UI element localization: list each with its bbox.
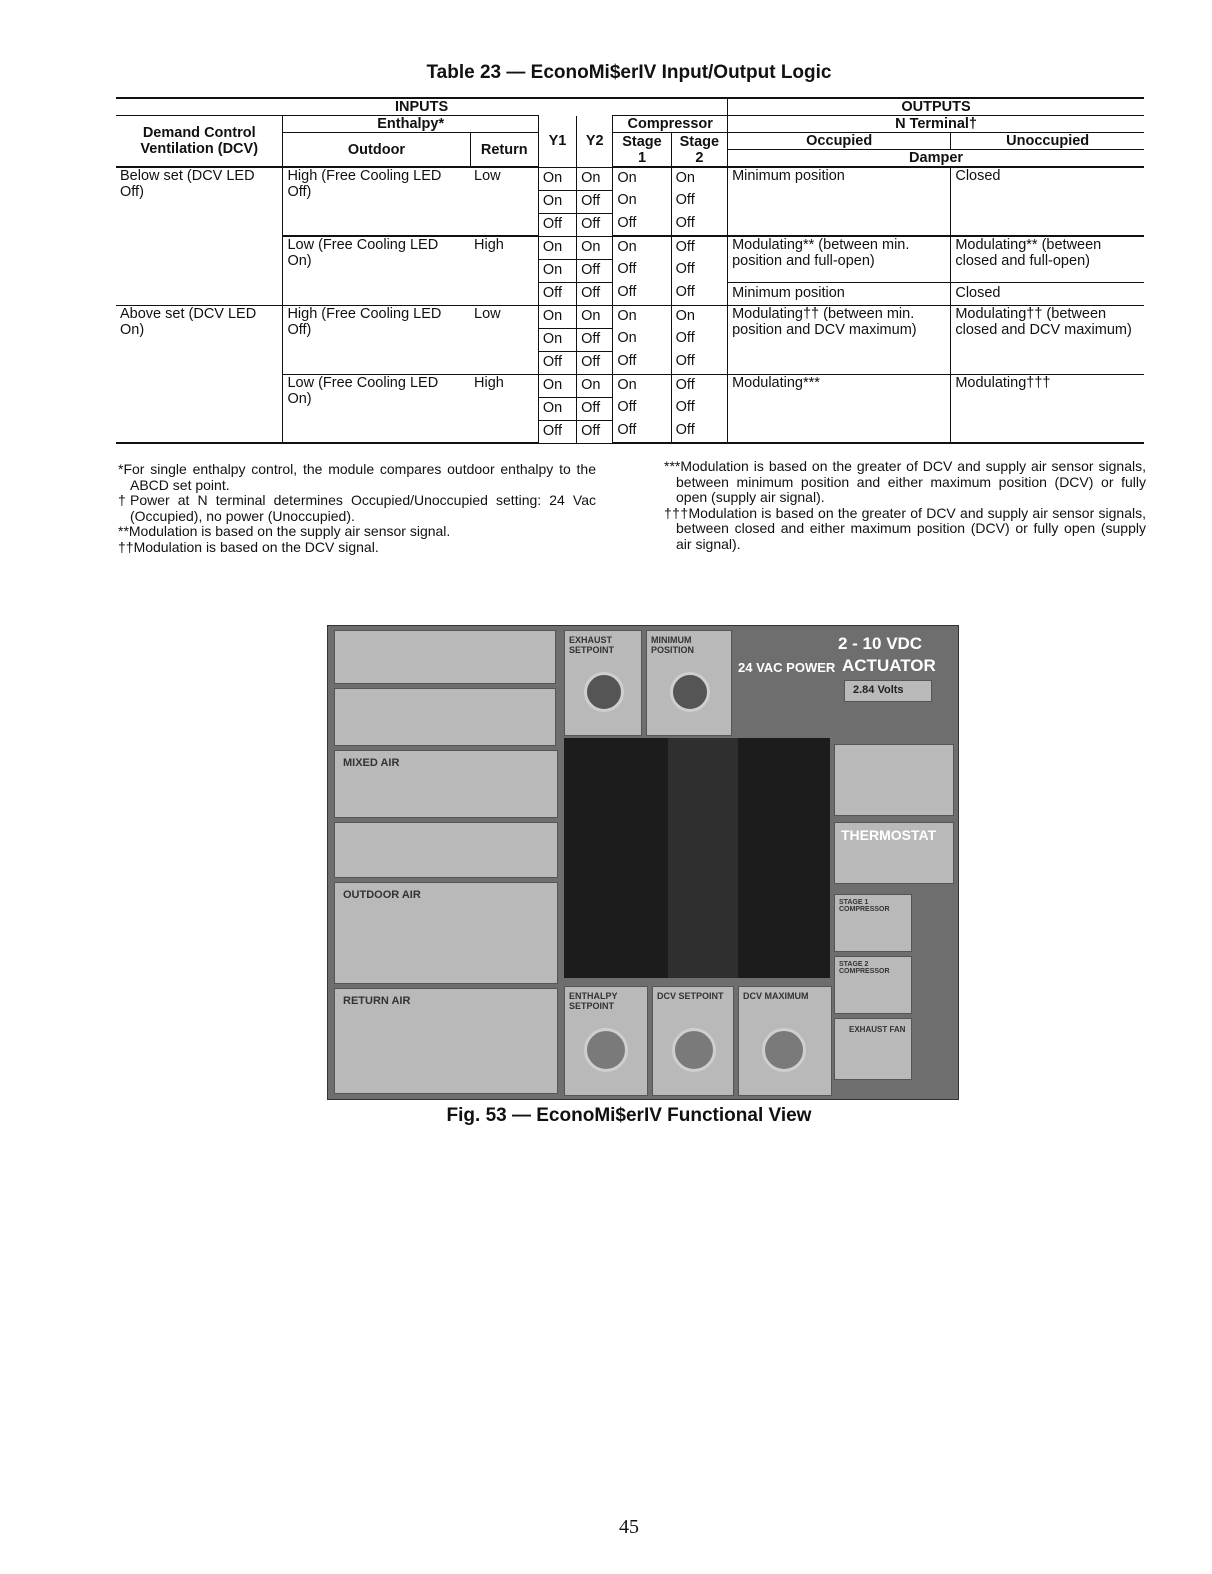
y1-cell: On	[538, 374, 576, 397]
io-logic-table	[116, 97, 1144, 444]
header-outdoor: Outdoor	[283, 133, 470, 168]
actuator-line2: ACTUATOR	[842, 656, 936, 675]
mixed-air-label: MIXED AIR	[343, 757, 400, 769]
y2-cell: Off	[577, 397, 613, 420]
return-cell: Low	[470, 167, 538, 236]
stage2-panel	[834, 956, 912, 1014]
stage1-cell: Off	[613, 420, 671, 443]
outdoor-cell: High (Free Cooling LED Off)	[283, 305, 470, 374]
actuator-volts: 2.84 Volts	[853, 684, 904, 696]
occupied-cell: Modulating***	[728, 374, 951, 443]
return-cell: High	[470, 236, 538, 305]
y1-cell: Off	[538, 213, 576, 236]
footnote: *For single enthalpy control, the module compares outdoor enthalpy to the ABCD set point.	[118, 461, 596, 493]
unoccupied-cell: Closed	[951, 282, 1144, 305]
unoccupied-cell: Modulating†† (between closed and DCV maximum)	[951, 305, 1144, 374]
y2-cell: On	[577, 305, 613, 328]
figure-caption: Fig. 53 — EconoMi$erIV Functional View	[446, 1105, 812, 1126]
y2-cell: Off	[577, 213, 613, 236]
header-compressor: Compressor	[613, 116, 728, 133]
y2-cell: On	[577, 167, 613, 190]
y2-cell: Off	[577, 282, 613, 305]
table-row	[116, 167, 1144, 190]
header-inputs: INPUTS	[116, 98, 728, 116]
y1-cell: On	[538, 236, 576, 259]
header-outputs: OUTPUTS	[728, 98, 1144, 116]
enthalpy-knob	[584, 1028, 628, 1072]
return-air-label: RETURN AIR	[343, 995, 411, 1007]
exhaust-fan-label: EXHAUST FAN	[849, 1025, 906, 1034]
stage2-cell: Off	[675, 215, 695, 231]
outdoor-cell: Low (Free Cooling LED On)	[283, 374, 470, 443]
y2-cell: On	[577, 236, 613, 259]
power-label: 24 VAC POWER	[738, 660, 836, 675]
stage1-panel	[834, 894, 912, 952]
dcv-maximum-knob	[762, 1028, 806, 1072]
stage1-cell: On	[613, 190, 671, 213]
stage1-cell: Off	[613, 259, 671, 282]
y1-cell: On	[538, 305, 576, 328]
y2-cell: Off	[577, 420, 613, 443]
dcv-maximum-label: DCV MAXIMUM	[743, 991, 809, 1001]
y1-cell: On	[538, 190, 576, 213]
panel	[334, 630, 556, 684]
y1-cell: On	[538, 328, 576, 351]
footnote: ***Modulation is based on the greater of DCV and supply air sensor signals, between minimum position and either maximum position (DCV) or fully open (supply air signal).	[664, 458, 1146, 505]
mode-panel	[834, 744, 954, 816]
footnote: **Modulation is based on the supply air sensor signal.	[118, 523, 451, 539]
y2-cell: Off	[577, 190, 613, 213]
y1-cell: On	[538, 397, 576, 420]
unoccupied-cell: Modulating†††	[951, 374, 1144, 443]
return-cell: High	[470, 374, 538, 443]
stage2-cell: On	[671, 167, 727, 190]
economizer-functional-view-image	[327, 625, 959, 1100]
enthalpy-setpoint-label: ENTHALPY SETPOINT	[569, 991, 618, 1011]
exhaust-fan-panel	[834, 1018, 912, 1080]
minimum-position-label: MINIMUM POSITION	[651, 635, 695, 655]
stage2-cell: Off	[671, 420, 727, 443]
exhaust-setpoint-label: EXHAUST SETPOINT	[569, 635, 615, 655]
unoccupied-cell: Modulating** (between closed and full-open)	[951, 236, 1144, 282]
header-unoccupied: Unoccupied	[951, 133, 1144, 150]
y2-cell: Off	[577, 351, 613, 374]
stage2-cell: Off	[671, 374, 727, 397]
header-dcv: Demand Control Ventilation (DCV)	[116, 116, 283, 168]
footnote: ††Modulation is based on the DCV signal.	[118, 538, 379, 555]
y1-cell: Off	[538, 351, 576, 374]
thermostat-panel	[834, 822, 954, 884]
stage2-cell: Off	[675, 261, 695, 277]
header-enthalpy: Enthalpy*	[283, 116, 538, 133]
stage1-cell: On	[613, 236, 671, 259]
stage2-cell: Off	[675, 353, 695, 369]
header-y1: Y1	[538, 116, 576, 168]
y1-cell: On	[538, 259, 576, 282]
page-number: 45	[619, 1516, 639, 1538]
header-occupied: Occupied	[728, 133, 951, 150]
stage2-cell: Off	[675, 399, 695, 415]
dcv-setpoint-label: DCV SETPOINT	[657, 991, 724, 1001]
stage2-cell: Off	[675, 284, 695, 300]
stage1-cell: On	[613, 167, 671, 190]
y2-cell: Off	[577, 259, 613, 282]
stage1-cell: Off	[613, 397, 671, 420]
footnotes-right	[664, 459, 1146, 552]
outdoor-cell: Low (Free Cooling LED On)	[283, 236, 470, 305]
header-stage1: Stage 1	[613, 133, 671, 168]
table-row	[116, 305, 1144, 328]
occupied-cell: Minimum position	[728, 167, 951, 236]
outdoor-air-label: OUTDOOR AIR	[343, 889, 421, 901]
stage1-cell: Off	[613, 213, 671, 236]
dcv-cell: Below set (DCV LED Off)	[116, 167, 283, 305]
minimum-position-knob	[670, 672, 710, 712]
header-stage2: Stage 2	[671, 133, 727, 168]
return-cell: Low	[470, 305, 538, 374]
occupied-cell: Modulating†† (between min. position and DCV maximum)	[728, 305, 951, 374]
header-damper: Damper	[728, 150, 1144, 168]
stage2-cell: Off	[671, 236, 727, 259]
panel	[334, 822, 558, 878]
return-air-panel	[334, 988, 558, 1094]
stage2-label: STAGE 2 COMPRESSOR	[839, 961, 890, 975]
stage2-cell: Off	[675, 192, 695, 208]
mixed-air-panel	[334, 750, 558, 818]
y1-cell: Off	[538, 420, 576, 443]
stage1-cell: On	[613, 374, 671, 397]
y1-cell: Off	[538, 282, 576, 305]
header-y2: Y2	[577, 116, 613, 168]
unoccupied-cell: Closed	[951, 167, 1144, 236]
y2-cell: Off	[577, 328, 613, 351]
stage1-cell: Off	[613, 282, 671, 305]
board-center	[668, 738, 738, 978]
y1-cell: On	[538, 167, 576, 190]
thermostat-label: THERMOSTAT	[841, 827, 937, 843]
dcv-cell: Above set (DCV LED On)	[116, 305, 283, 443]
actuator-line1: 2 - 10 VDC	[838, 634, 923, 653]
footnote: †††Modulation is based on the greater of DCV and supply air sensor signals, between closed and either maximum position (DCV) or fully open (supply air signal).	[664, 504, 1146, 552]
footnote: †Power at N terminal determines Occupied/Unoccupied setting: 24 Vac (Occupied), no power (Unoccupied).	[118, 492, 596, 524]
dcv-setpoint-knob	[672, 1028, 716, 1072]
header-n-terminal: N Terminal†	[728, 116, 1144, 133]
actuator-readout	[844, 680, 932, 702]
header-return: Return	[470, 133, 538, 168]
stage1-cell: On	[613, 328, 671, 351]
panel	[334, 688, 556, 746]
occupied-cell: Modulating** (between min. position and full-open)	[728, 236, 951, 282]
table-title: Table 23 — EconoMi$erIV Input/Output Logic	[426, 62, 832, 83]
stage1-label: STAGE 1 COMPRESSOR	[839, 899, 890, 913]
outdoor-cell: High (Free Cooling LED Off)	[283, 167, 470, 236]
y2-cell: On	[577, 374, 613, 397]
stage1-cell: Off	[613, 351, 671, 374]
occupied-cell: Minimum position	[728, 282, 951, 305]
stage2-cell: Off	[675, 330, 695, 346]
footnotes-left	[118, 462, 596, 555]
stage2-cell: On	[671, 305, 727, 328]
outdoor-air-panel	[334, 882, 558, 984]
stage1-cell: On	[613, 305, 671, 328]
exhaust-setpoint-knob	[584, 672, 624, 712]
